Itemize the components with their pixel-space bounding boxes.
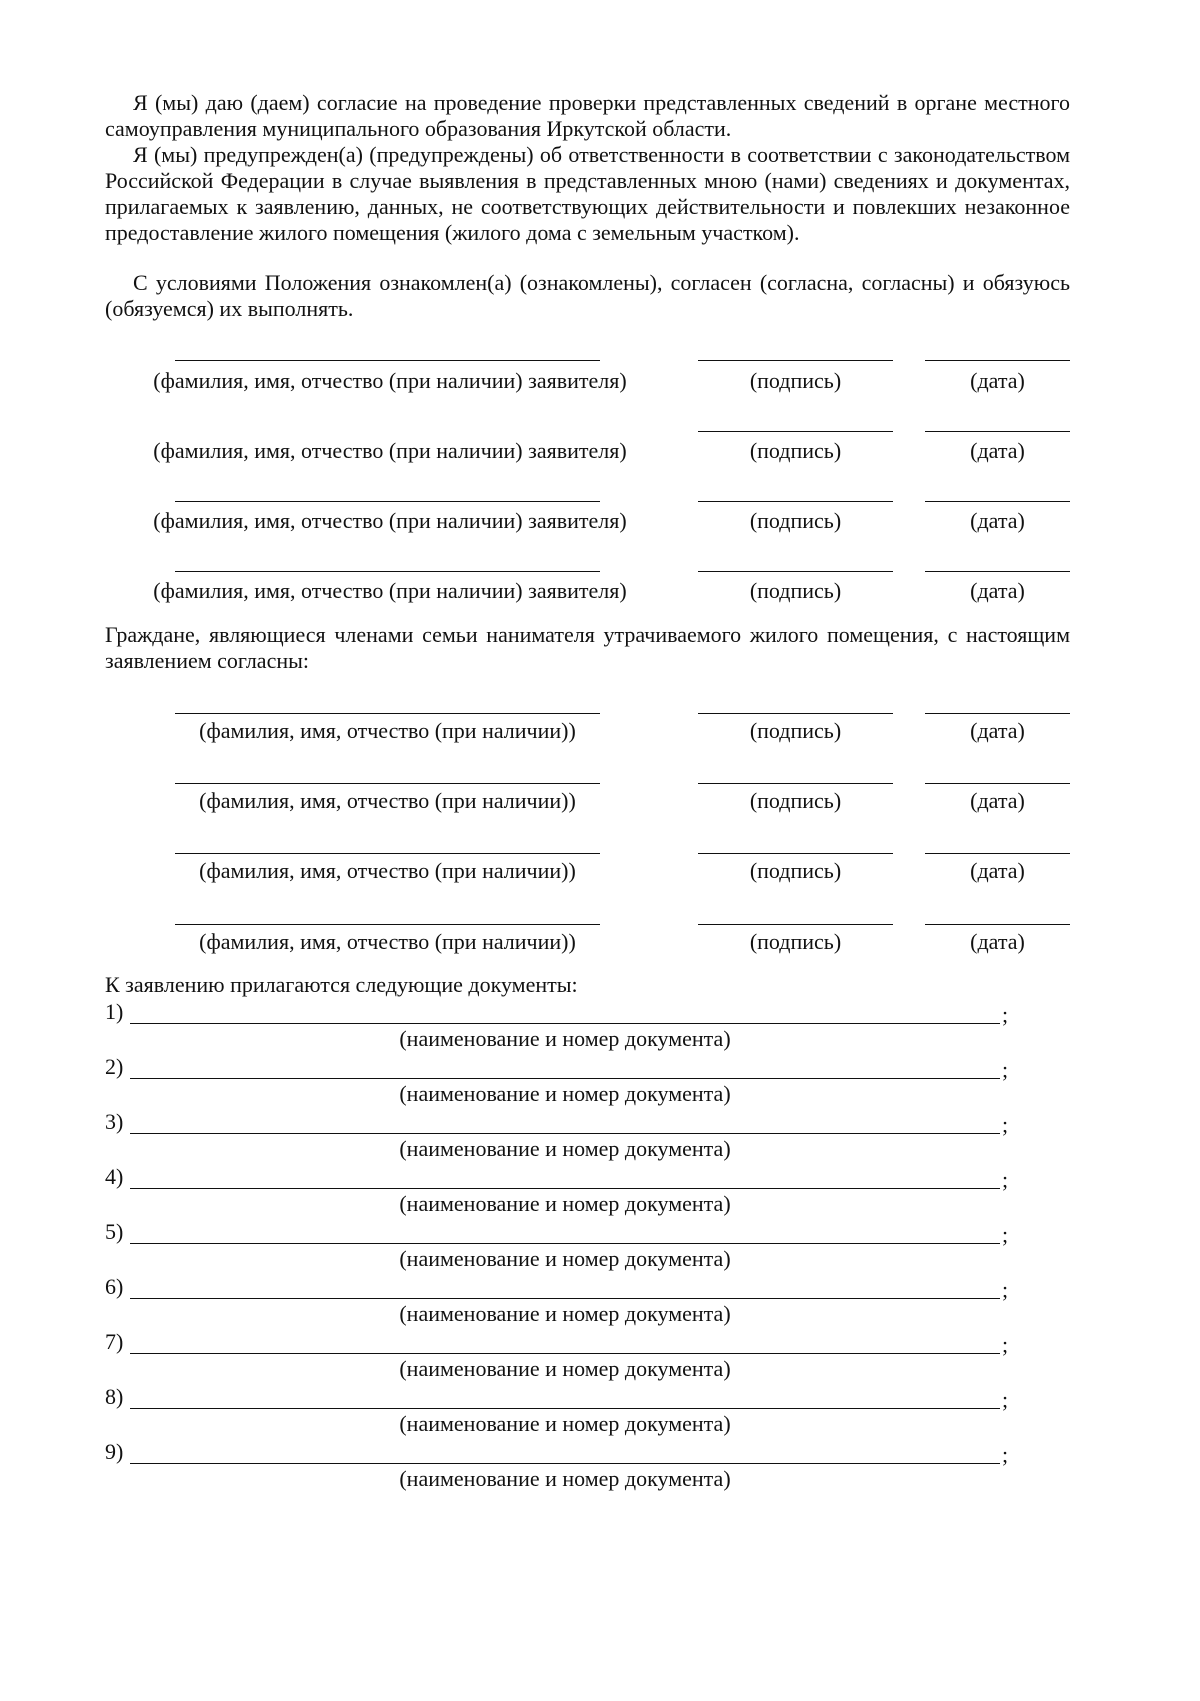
document-number: 6) (105, 1274, 124, 1299)
document-semicolon: ; (1002, 1387, 1009, 1412)
family-date-caption: (дата) (970, 858, 1025, 883)
documents-title: К заявлению прилагаются следующие документы: (105, 972, 578, 997)
family-date-caption: (дата) (970, 929, 1025, 954)
document-line[interactable] (130, 1298, 1000, 1299)
document-line[interactable] (130, 1133, 1000, 1134)
document-semicolon: ; (1002, 1057, 1009, 1082)
family-signature-line[interactable] (698, 713, 893, 714)
applicant-signature-caption: (подпись) (749, 578, 842, 603)
document-caption: (наименование и номер документа) (399, 1246, 731, 1271)
family-name-caption: (фамилия, имя, отчество (при наличии)) (199, 858, 576, 883)
family-date-caption: (дата) (970, 788, 1025, 813)
document-line[interactable] (130, 1188, 1000, 1189)
applicant-date-line[interactable] (925, 360, 1070, 361)
applicant-date-caption: (дата) (970, 508, 1025, 533)
document-semicolon: ; (1002, 1002, 1009, 1027)
document-line[interactable] (130, 1243, 1000, 1244)
applicant-name-line[interactable] (175, 360, 600, 361)
applicant-date-line[interactable] (925, 501, 1070, 502)
document-caption: (наименование и номер документа) (399, 1301, 731, 1326)
document-semicolon: ; (1002, 1167, 1009, 1192)
document-caption: (наименование и номер документа) (399, 1411, 731, 1436)
document-caption: (наименование и номер документа) (399, 1356, 731, 1381)
document-number: 2) (105, 1054, 124, 1079)
applicant-date-caption: (дата) (970, 578, 1025, 603)
document-caption: (наименование и номер документа) (399, 1136, 731, 1161)
document-line[interactable] (130, 1023, 1000, 1024)
document-number: 5) (105, 1219, 124, 1244)
document-line[interactable] (130, 1408, 1000, 1409)
paragraph-consent-check: Я (мы) даю (даем) согласие на проведение проверки представленных сведений в органе местного самоуправления муниципального образования Иркутской области. (105, 90, 1070, 141)
family-name-caption: (фамилия, имя, отчество (при наличии)) (199, 788, 576, 813)
paragraph-agreement: С условиями Положения ознакомлен(а) (ознакомлены), согласен (согласна, согласны) и обязуюсь (обязуемся) их выполнять. (105, 270, 1070, 321)
family-date-line[interactable] (925, 783, 1070, 784)
document-number: 9) (105, 1439, 124, 1464)
family-name-caption: (фамилия, имя, отчество (при наличии)) (199, 929, 576, 954)
applicant-date-caption: (дата) (970, 438, 1025, 463)
document-semicolon: ; (1002, 1442, 1009, 1467)
family-signature-caption: (подпись) (749, 788, 842, 813)
family-intro: Граждане, являющиеся членами семьи нанимателя утрачиваемого жилого помещения, с настоящим заявлением согласны: (105, 622, 1070, 673)
applicant-name-caption: (фамилия, имя, отчество (при наличии) заявителя) (153, 438, 627, 463)
document-line[interactable] (130, 1463, 1000, 1464)
applicant-signature-caption: (подпись) (749, 368, 842, 393)
family-signature-caption: (подпись) (749, 718, 842, 743)
family-name-line[interactable] (175, 924, 600, 925)
paragraph-responsibility: Я (мы) предупрежден(а) (предупреждены) об ответственности в соответствии с законодательством Российской Федерации в случае выявления в представленных мною (нами) сведениях и документах, прилагаемых к заявлению, данных, не соответствующих действительности и повлекших незаконное предоставление жилого помещения (жилого дома с земельным участком). (105, 142, 1070, 245)
document-semicolon: ; (1002, 1332, 1009, 1357)
applicant-date-caption: (дата) (970, 368, 1025, 393)
applicant-name-line[interactable] (175, 501, 600, 502)
document-caption: (наименование и номер документа) (399, 1081, 731, 1106)
family-signature-line[interactable] (698, 924, 893, 925)
family-name-line[interactable] (175, 713, 600, 714)
document-line[interactable] (130, 1078, 1000, 1079)
applicant-signature-line[interactable] (698, 431, 893, 432)
family-date-line[interactable] (925, 924, 1070, 925)
family-date-caption: (дата) (970, 718, 1025, 743)
family-name-line[interactable] (175, 783, 600, 784)
document-line[interactable] (130, 1353, 1000, 1354)
applicant-signature-line[interactable] (698, 501, 893, 502)
document-number: 8) (105, 1384, 124, 1409)
document-number: 1) (105, 999, 124, 1024)
applicant-date-line[interactable] (925, 431, 1070, 432)
applicant-name-caption: (фамилия, имя, отчество (при наличии) заявителя) (153, 368, 627, 393)
applicant-name-line[interactable] (175, 571, 600, 572)
document-caption: (наименование и номер документа) (399, 1466, 731, 1491)
document-caption: (наименование и номер документа) (399, 1191, 731, 1216)
family-signature-line[interactable] (698, 783, 893, 784)
family-signature-caption: (подпись) (749, 929, 842, 954)
document-semicolon: ; (1002, 1112, 1009, 1137)
document-number: 7) (105, 1329, 124, 1354)
document-caption: (наименование и номер документа) (399, 1026, 731, 1051)
document-number: 3) (105, 1109, 124, 1134)
family-name-caption: (фамилия, имя, отчество (при наличии)) (199, 718, 576, 743)
document-semicolon: ; (1002, 1222, 1009, 1247)
document-semicolon: ; (1002, 1277, 1009, 1302)
family-date-line[interactable] (925, 713, 1070, 714)
applicant-name-caption: (фамилия, имя, отчество (при наличии) заявителя) (153, 578, 627, 603)
applicant-signature-line[interactable] (698, 360, 893, 361)
family-name-line[interactable] (175, 853, 600, 854)
applicant-signature-line[interactable] (698, 571, 893, 572)
family-date-line[interactable] (925, 853, 1070, 854)
applicant-name-caption: (фамилия, имя, отчество (при наличии) заявителя) (153, 508, 627, 533)
family-signature-caption: (подпись) (749, 858, 842, 883)
applicant-date-line[interactable] (925, 571, 1070, 572)
family-signature-line[interactable] (698, 853, 893, 854)
applicant-signature-caption: (подпись) (749, 508, 842, 533)
applicant-signature-caption: (подпись) (749, 438, 842, 463)
document-number: 4) (105, 1164, 124, 1189)
